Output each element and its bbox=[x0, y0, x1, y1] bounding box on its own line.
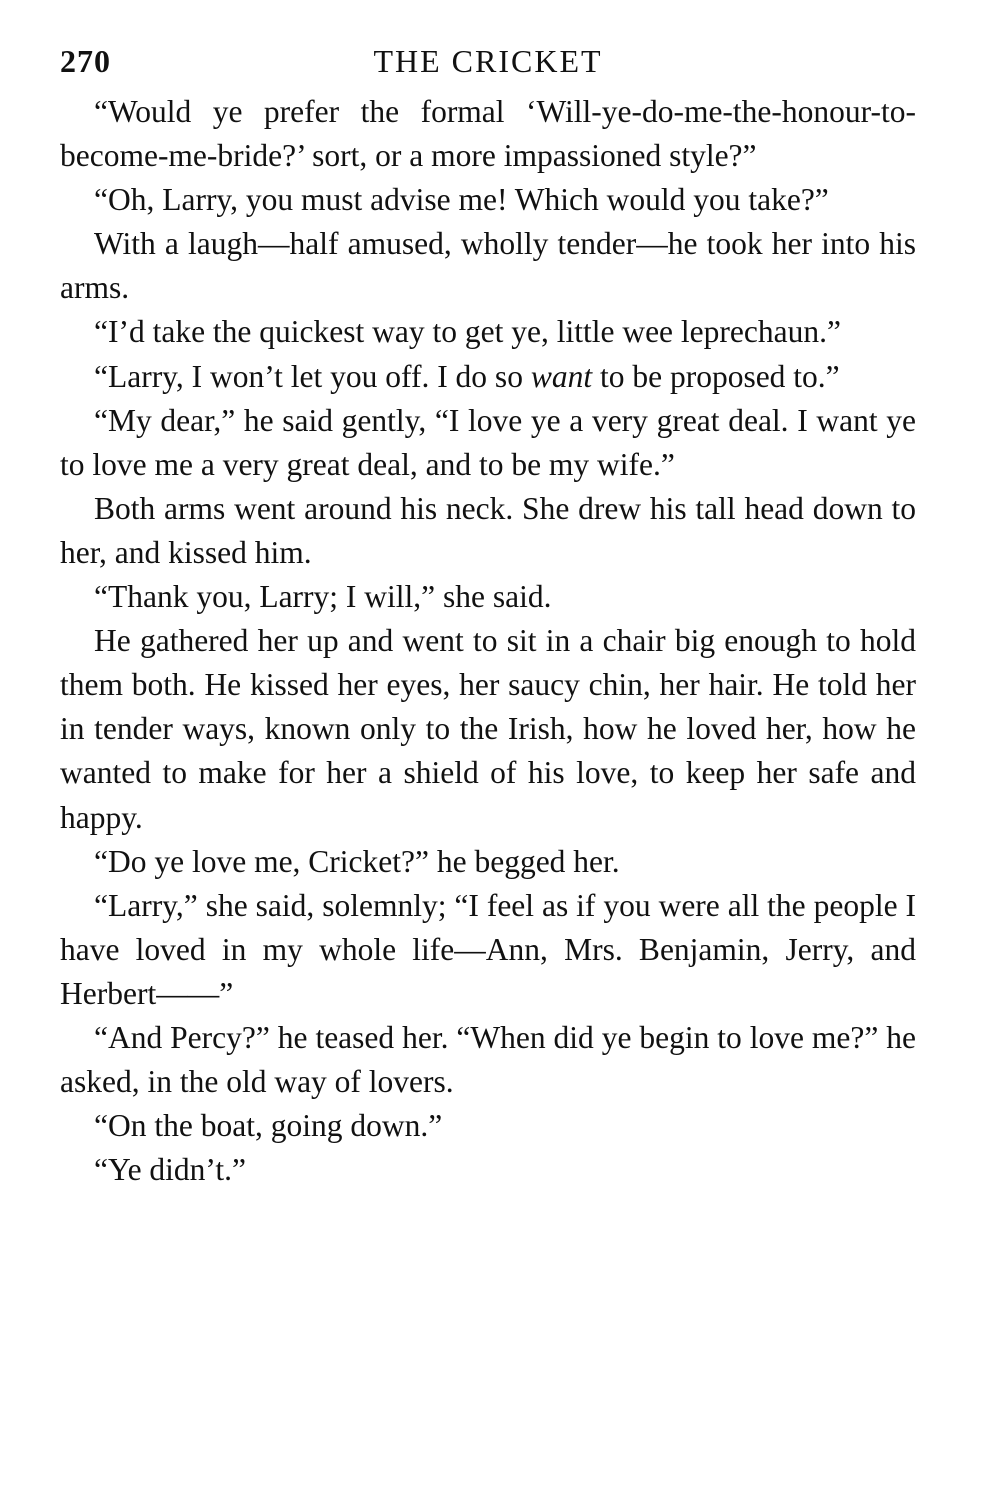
paragraph: Both arms went around his neck. She drew his tall head down to her, and kissed him. bbox=[60, 490, 916, 570]
paragraph: “Larry,” she said, solemnly; “I feel as if you were all the people I have loved in my whole life—Ann, Mrs. Benjamin, Jerry, and Herbert——” bbox=[60, 887, 916, 1011]
paragraph-text: to be proposed to.” bbox=[592, 358, 840, 394]
paragraph: “My dear,” he said gently, “I love ye a very great deal. I want ye to love me a very great deal, and to be my wife.” bbox=[60, 402, 916, 482]
paragraph: “Thank you, Larry; I will,” she said. bbox=[94, 579, 552, 615]
page-number: 270 bbox=[60, 43, 111, 79]
paragraph: With a laugh—half amused, wholly tender—he took her into his arms. bbox=[60, 226, 916, 306]
paragraph: “Oh, Larry, you must advise me! Which would you take?” bbox=[94, 182, 829, 218]
book-page bbox=[60, 38, 916, 1192]
emphasized-word: want bbox=[530, 358, 593, 394]
paragraph-text: “Larry, I won’t let you off. I do so bbox=[94, 358, 531, 394]
paragraph: “Would ye prefer the formal ‘Will-ye-do-me-the-honour-to-become-me-bride?’ sort, or a more impassioned style?” bbox=[60, 94, 916, 174]
paragraph: “And Percy?” he teased her. “When did ye begin to love me?” he asked, in the old way of lovers. bbox=[60, 1019, 916, 1100]
paragraph: He gathered her up and went to sit in a chair big enough to hold them both. He kissed her eyes, her saucy chin, her hair. He told her in tender ways, known only to the Irish, how he loved her, how he wanted to make for her a shield of his love, to keep her safe and happy. bbox=[60, 623, 916, 835]
paragraph: “I’d take the quickest way to get ye, little wee leprechaun.” bbox=[94, 314, 841, 350]
paragraph: “On the boat, going down.” bbox=[94, 1108, 443, 1144]
body-text bbox=[60, 90, 916, 1192]
paragraph: “Ye didn’t.” bbox=[94, 1152, 246, 1188]
page-header bbox=[60, 38, 916, 90]
paragraph: “Do ye love me, Cricket?” he begged her. bbox=[94, 843, 620, 879]
running-title: THE CRICKET bbox=[373, 43, 603, 79]
paragraph bbox=[60, 355, 916, 399]
